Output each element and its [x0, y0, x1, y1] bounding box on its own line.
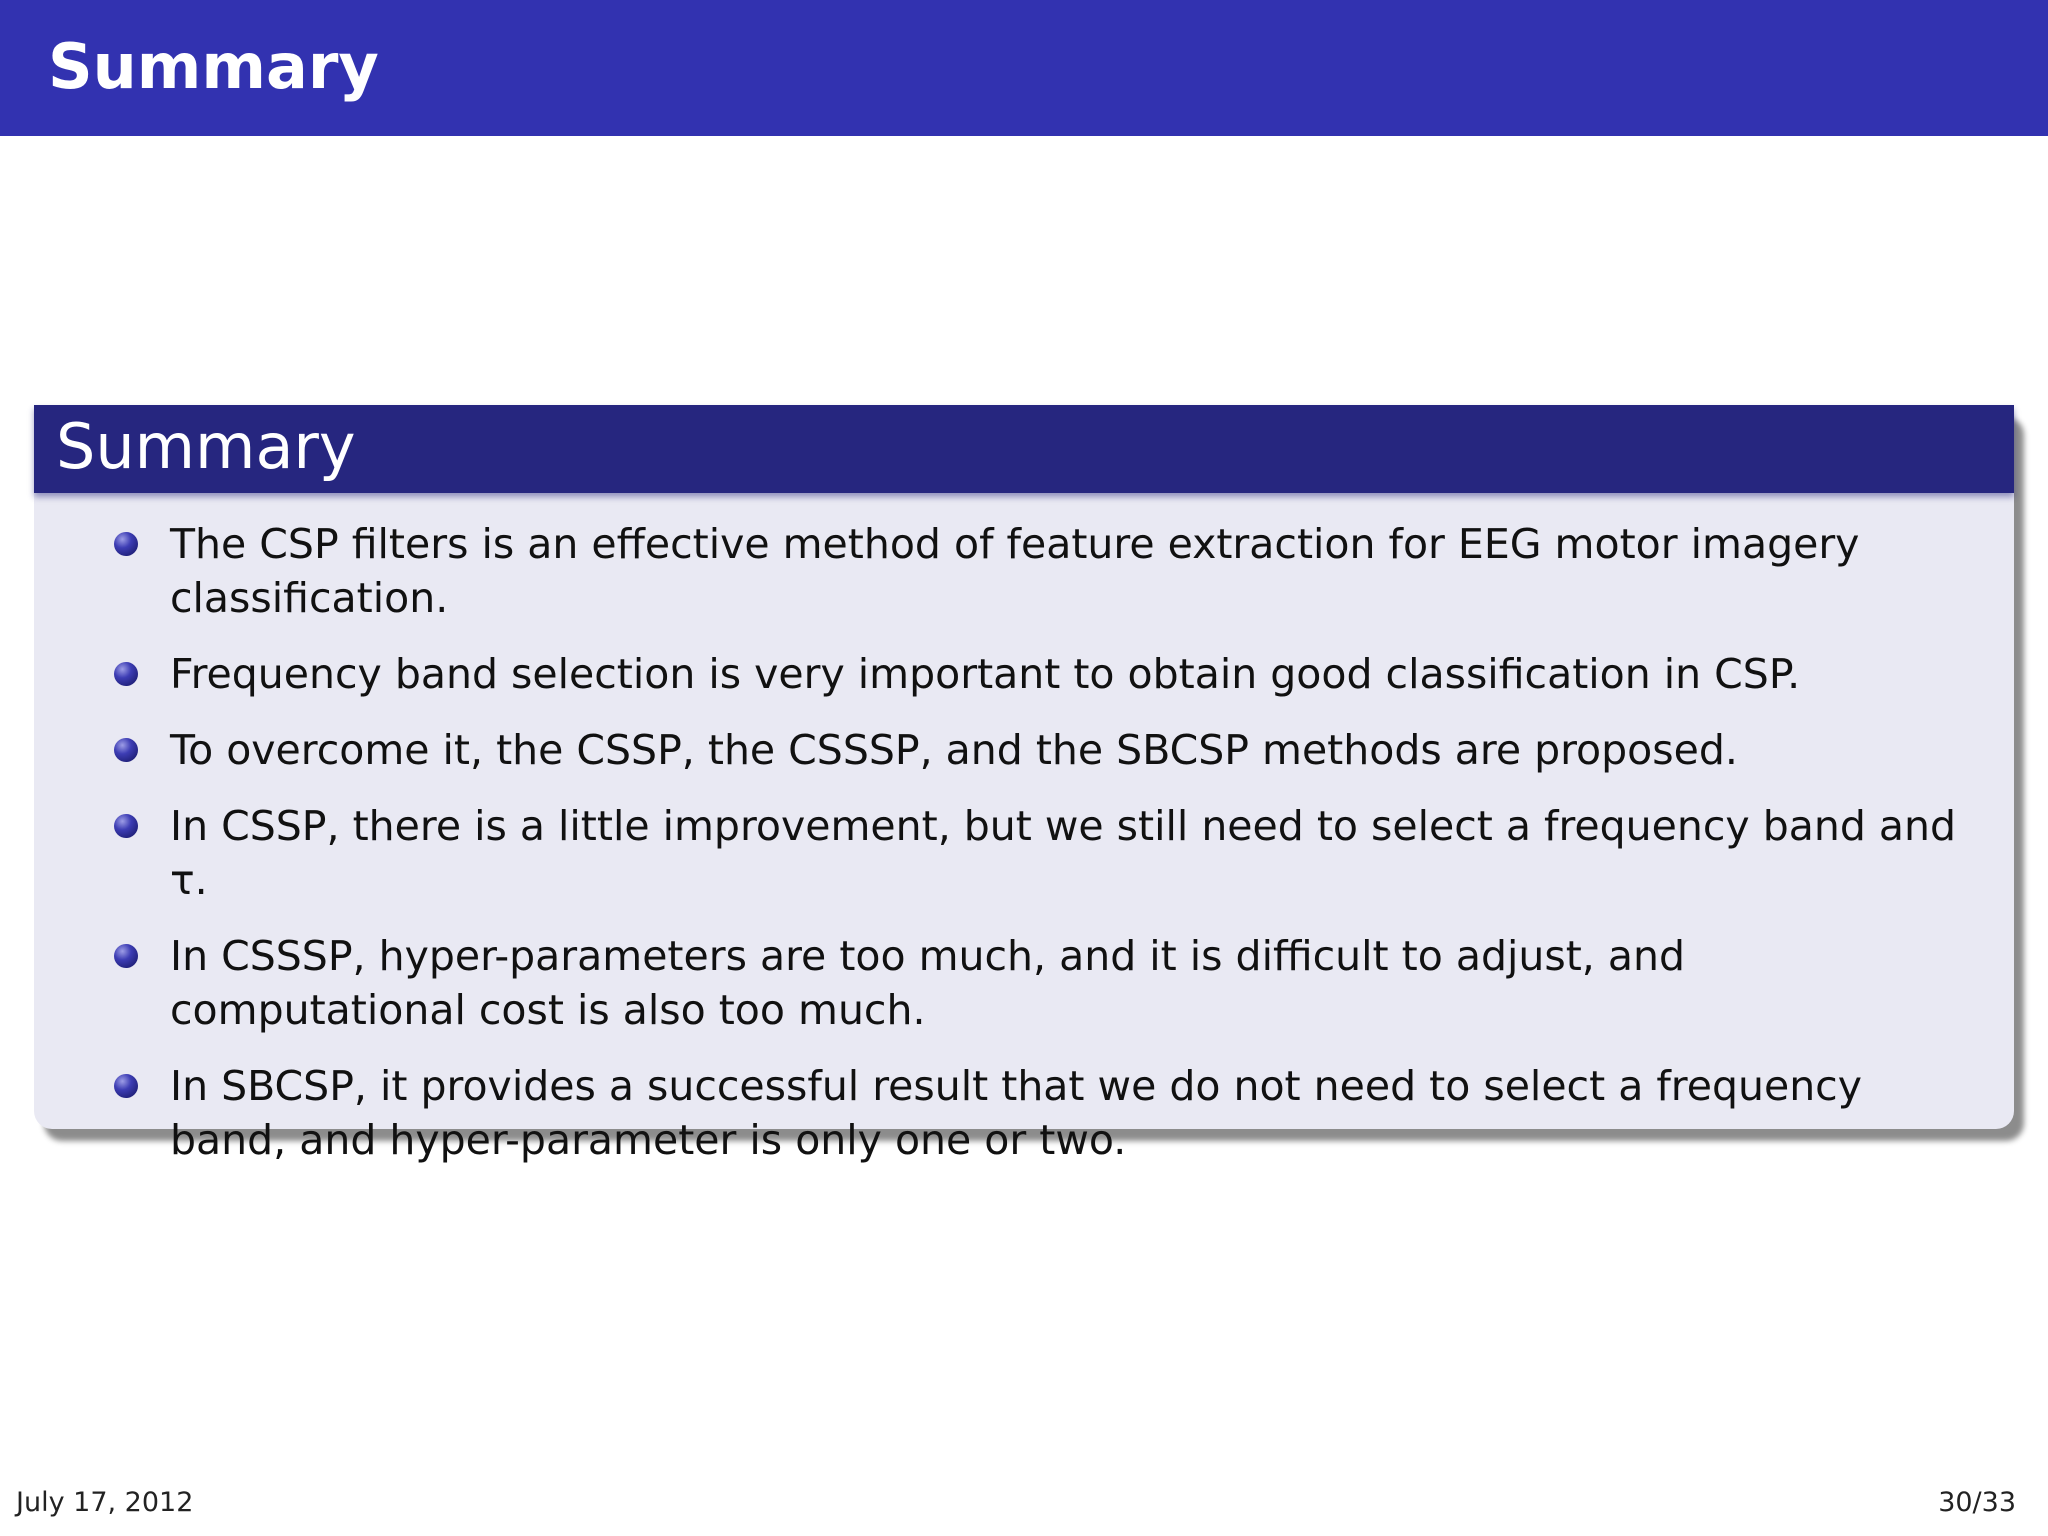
bullet-list: [34, 517, 2014, 1189]
bullet-item: [34, 799, 2014, 907]
bullet-text: In CSSSP, hyper-parameters are too much, and it is difficult to adjust, and computational cost is also too much.: [170, 932, 1685, 1034]
bullet-item: [34, 929, 2014, 1037]
bullet-text: In SBCSP, it provides a successful result that we do not need to select a frequency band, and hyper-parameter is only one or two.: [170, 1062, 1862, 1164]
summary-block: [34, 405, 2014, 1164]
bullet-icon: [114, 738, 138, 762]
bullet-text: Frequency band selection is very important to obtain good classification in CSP.: [170, 650, 1801, 698]
bullet-icon: [114, 532, 138, 556]
bullet-item: [34, 723, 2014, 777]
bullet-item: [34, 517, 2014, 625]
bullet-icon: [114, 662, 138, 686]
block-title: Summary: [56, 410, 356, 483]
footer-date: July 17, 2012: [16, 1487, 194, 1518]
bullet-item: [34, 647, 2014, 701]
bullet-icon: [114, 944, 138, 968]
block-header: [34, 405, 2014, 493]
bullet-icon: [114, 814, 138, 838]
footer-page-number: 30/33: [1938, 1487, 2016, 1518]
bullet-item: [34, 1059, 2014, 1167]
slide-header: [0, 0, 2048, 136]
bullet-text: In CSSP, there is a little improvement, but we still need to select a frequency band and τ.: [170, 802, 1957, 904]
slide-title: Summary: [48, 30, 379, 103]
bullet-icon: [114, 1074, 138, 1098]
bullet-text: The CSP filters is an effective method of feature extraction for EEG motor imagery classification.: [170, 520, 1860, 622]
bullet-text: To overcome it, the CSSP, the CSSSP, and the SBCSP methods are proposed.: [170, 726, 1738, 774]
